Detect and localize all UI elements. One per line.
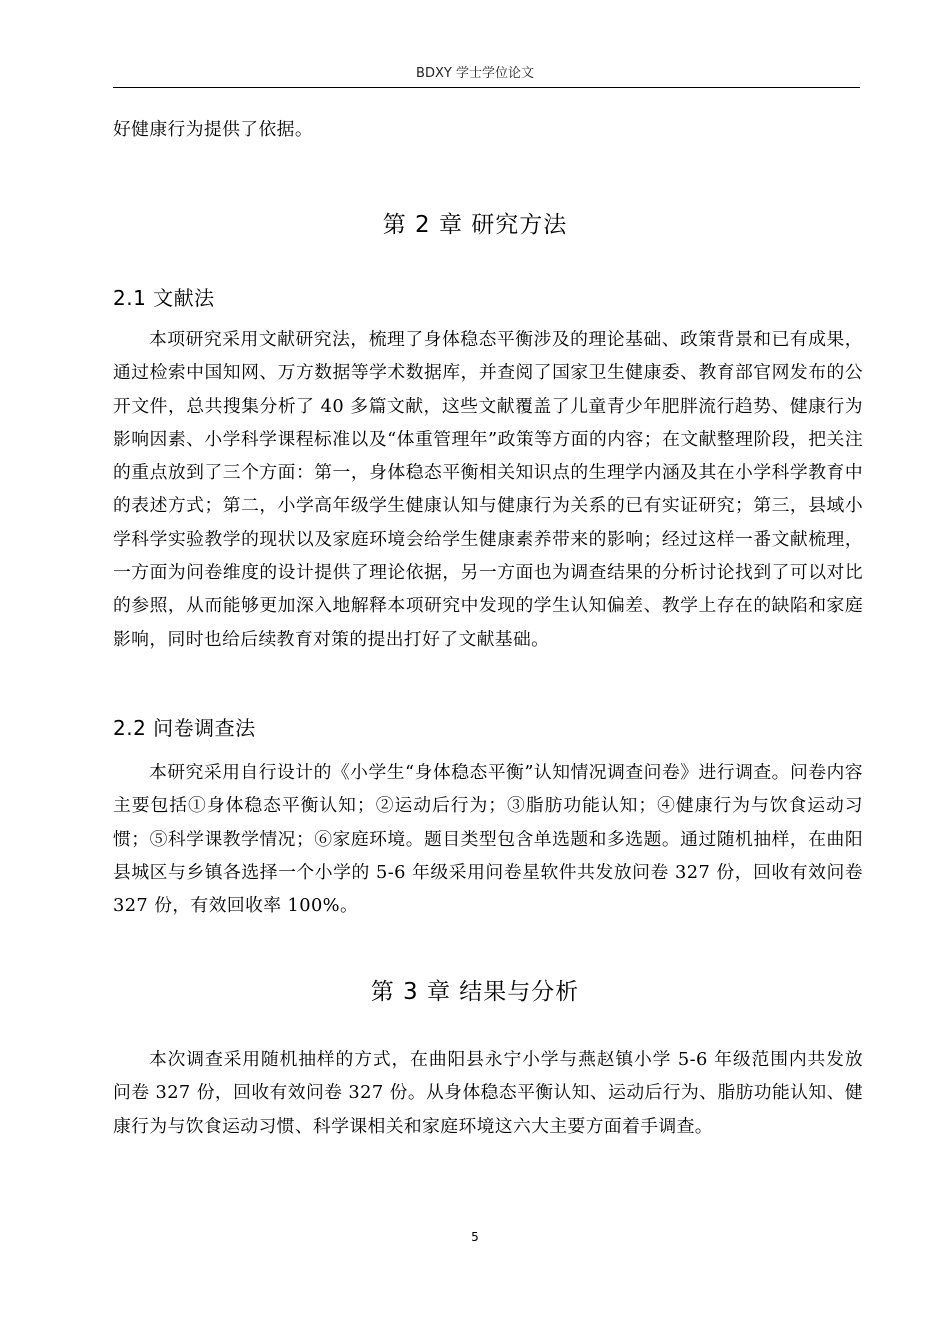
header-divider — [113, 87, 860, 88]
section-2-2-title: 2.2 问卷调查法 — [113, 716, 256, 740]
continuation-paragraph: 好健康行为提供了依据。 — [113, 119, 313, 140]
section-2-2-paragraph: 本研究采用自行设计的《小学生“身体稳态平衡”认知情况调查问卷》进行调查。问卷内容主要包括①身体稳态平衡认知；②运动后行为；③脂肪功能认知；④健康行为与饮食运动习惯；⑤科学课教学情况；⑥家庭环境。题目类型包含单选题和多选题。通过随机抽样，在曲阳县城区与乡镇各选择一个小学的 5-6 年级采用问卷星软件共发放问卷 327 份，回收有效问卷 327 份，有效回收率 100%。 — [113, 762, 863, 917]
section-2-1-paragraph: 本项研究采用文献研究法，梳理了身体稳态平衡涉及的理论基础、政策背景和已有成果，通过检索中国知网、万方数据等学术数据库，并查阅了国家卫生健康委、教育部官网发布的公开文件，总共搜集分析了 40 多篇文献，这些文献覆盖了儿童青少年肥胖流行趋势、健康行为影响因素、小学科学课程标准以及“体重管理年”政策等方面的内容；在文献整理阶段，把关注的重点放到了三个方面：第一，身体稳态平衡相关知识点的生理学内涵及其在小学科学教育中的表述方式；第二，小学高年级学生健康认知与健康行为关系的已有实证研究；第三，县域小学科学实验教学的现状以及家庭环境会给学生健康素养带来的影响；经过这样一番文献梳理，一方面为问卷维度的设计提供了理论依据，另一方面也为调查结果的分析讨论找到了可以对比的参照，从而能够更加深入地解释本项研究中发现的学生认知偏差、教学上存在的缺陷和家庭影响，同时也给后续教育对策的提出打好了文献基础。 — [113, 329, 863, 650]
chapter-3-title: 第 3 章 结果与分析 — [370, 979, 580, 1005]
section-2-1-title: 2.1 文献法 — [113, 286, 215, 310]
page-number: 5 — [471, 1230, 479, 1244]
chapter-2-title: 第 2 章 研究方法 — [382, 212, 568, 238]
chapter-3-paragraph: 本次调查采用随机抽样的方式，在曲阳县永宁小学与燕赵镇小学 5-6 年级范围内共发放问卷 327 份，回收有效问卷 327 份。从身体稳态平衡认知、运动后行为、脂肪功能认知、健康行为与饮食运动习惯、科学课相关和家庭环境这六大主要方面着手调查。 — [113, 1049, 863, 1137]
running-header: BDXY 学士学位论文 — [416, 66, 534, 81]
